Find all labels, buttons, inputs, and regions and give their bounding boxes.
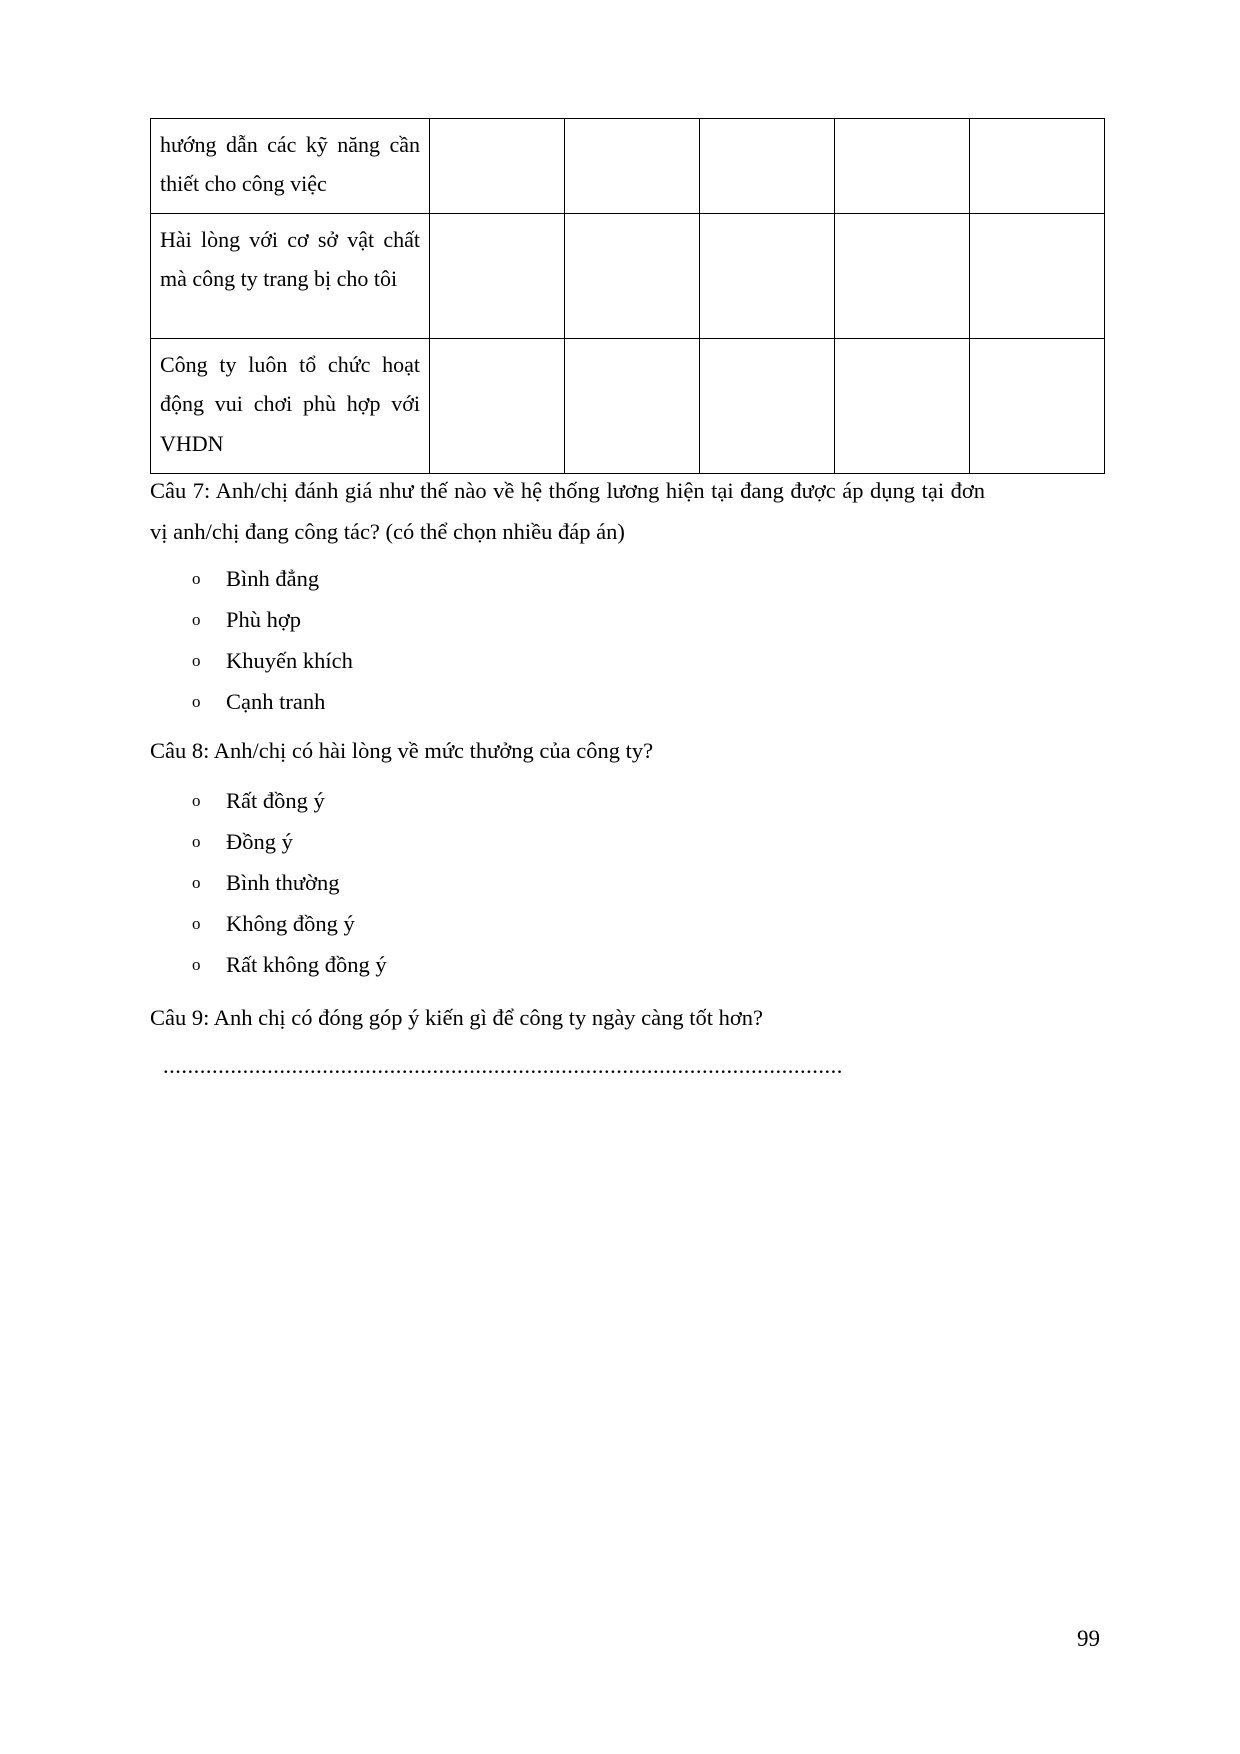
rating-cell-4[interactable] <box>835 339 970 473</box>
option-label: Bình đẳng <box>226 566 320 591</box>
rating-cell-3[interactable] <box>700 214 835 339</box>
rating-cell-2[interactable] <box>565 339 700 473</box>
list-item[interactable] <box>190 828 387 854</box>
circle-outline-bullet-icon: o <box>192 650 201 670</box>
statement-cell: hướng dẫn các kỹ năng cần thiết cho công việc <box>151 119 430 214</box>
answer-dotted-line[interactable]: ............................................................................................................... <box>163 1055 843 1078</box>
circle-outline-bullet-icon: o <box>192 831 201 851</box>
option-label: Rất không đồng ý <box>226 951 387 977</box>
rating-cell-1[interactable] <box>430 119 565 214</box>
survey-matrix-table <box>150 118 1105 474</box>
statement-cell: Công ty luôn tổ chức hoạt động vui chơi phù hợp với VHDN <box>151 339 430 473</box>
question-8-text: Câu 8: Anh/chị có hài lòng về mức thưởng của công ty? <box>150 738 654 763</box>
rating-cell-1[interactable] <box>430 214 565 339</box>
circle-outline-bullet-icon: o <box>192 569 201 588</box>
rating-cell-3[interactable] <box>700 119 835 214</box>
circle-outline-bullet-icon: o <box>192 872 201 892</box>
option-label: Đồng ý <box>226 828 293 854</box>
list-item[interactable] <box>190 606 353 632</box>
option-label: Cạnh tranh <box>226 688 326 714</box>
rating-cell-2[interactable] <box>565 119 700 214</box>
list-item[interactable] <box>190 647 353 673</box>
table-row <box>151 339 1105 473</box>
rating-cell-4[interactable] <box>835 214 970 339</box>
question-7-text: Câu 7: Anh/chị đánh giá như thế nào về hệ thống lương hiện tại đang được áp dụng tại đơn vị anh/chị đang công tác? (có thể chọn nhiều đáp án) <box>150 478 985 545</box>
rating-cell-4[interactable] <box>835 119 970 214</box>
list-item[interactable] <box>190 568 353 591</box>
option-label: Rất đồng ý <box>226 788 325 813</box>
list-item[interactable] <box>190 688 353 714</box>
circle-outline-bullet-icon: o <box>192 791 201 810</box>
option-label: Không đồng ý <box>226 910 355 936</box>
option-label: Phù hợp <box>226 606 302 632</box>
statement-cell: Hài lòng với cơ sở vật chất mà công ty trang bị cho tôi <box>151 214 430 339</box>
rating-cell-5[interactable] <box>970 339 1105 473</box>
list-item[interactable] <box>190 790 387 813</box>
rating-cell-5[interactable] <box>970 119 1105 214</box>
question-7-options <box>190 568 353 732</box>
option-label: Bình thường <box>226 869 340 895</box>
list-item[interactable] <box>190 869 387 895</box>
list-item[interactable] <box>190 910 387 936</box>
table-row <box>151 119 1105 214</box>
circle-outline-bullet-icon: o <box>192 913 201 933</box>
rating-cell-5[interactable] <box>970 214 1105 339</box>
list-item[interactable] <box>190 951 387 977</box>
circle-outline-bullet-icon: o <box>192 954 201 974</box>
question-8-options <box>190 790 387 995</box>
circle-outline-bullet-icon: o <box>192 691 201 711</box>
question-9-text: Câu 9: Anh chị có đóng góp ý kiến gì để công ty ngày càng tốt hơn? <box>150 1005 764 1030</box>
rating-cell-2[interactable] <box>565 214 700 339</box>
rating-cell-1[interactable] <box>430 339 565 473</box>
page-number: 99 <box>1077 1626 1100 1651</box>
circle-outline-bullet-icon: o <box>192 609 201 629</box>
option-label: Khuyến khích <box>226 647 353 673</box>
table-row <box>151 214 1105 339</box>
rating-cell-3[interactable] <box>700 339 835 473</box>
